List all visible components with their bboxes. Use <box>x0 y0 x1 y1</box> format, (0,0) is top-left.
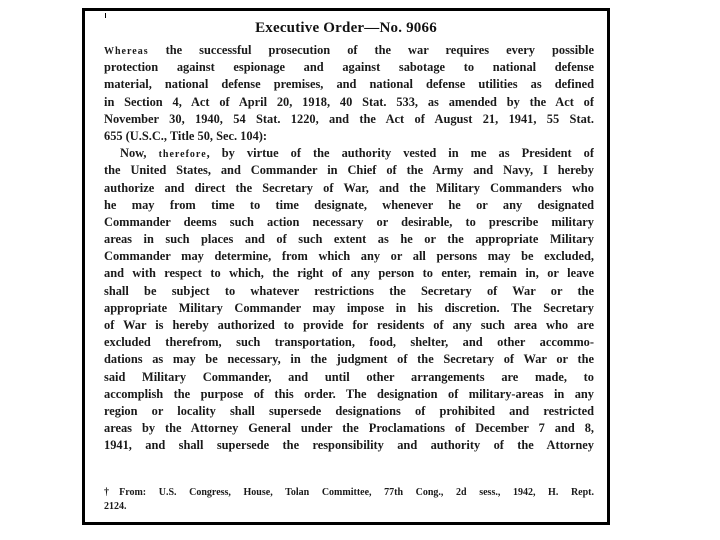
text-line: he may from time to time designate, whenever he or any designated <box>104 197 594 212</box>
text-line: 1941, and shall supersede the responsibility and authority of the Attorney <box>104 438 594 453</box>
text-line: of War is hereby authorized to provide for residents of any such area who are <box>104 318 594 332</box>
text-line: areas in such places and of such extent as he or the appropriate Military <box>104 232 594 247</box>
text-line: excluded therefrom, such transportation, food, shelter, and other accommo- <box>104 335 594 350</box>
text-line: the United States, and Commander in Chief of the Army and Navy, I hereby <box>104 163 594 178</box>
whereas-word: Whereas <box>104 46 149 57</box>
document-body <box>104 42 594 455</box>
text-line: Now, therefore, by virtue of the authority vested in me as President of <box>120 146 594 161</box>
text-line: dations as may be necessary, in the judgment of the Secretary of War or the <box>104 352 594 367</box>
text-line: and with respect to which, the right of any person to enter, remain in, or leave <box>104 266 594 281</box>
text-line: areas by the Attorney General under the Proclamations of December 7 and 8, <box>104 421 594 436</box>
text-line: region or locality shall supersede designations of prohibited and restricted <box>104 403 594 418</box>
text-line: 655 (U.S.C., Title 50, Sec. 104): <box>104 128 268 143</box>
footnote-line: †From: U.S. Congress, House, Tolan Committee, 77th Cong., 2d sess., 1942, H. Rept. <box>104 487 594 498</box>
text-line: Commander may determine, from which any or all persons may be excluded, <box>104 249 594 264</box>
text-line: Commander deems such action necessary or desirable, to prescribe military <box>104 214 594 229</box>
footnote-line: 2124. <box>104 501 127 512</box>
text-line: accomplish the purpose of this order. The designation of military-areas in any <box>104 386 594 401</box>
text-line: authorize and direct the Secretary of War, and the Military Commanders who <box>104 180 594 195</box>
footnote <box>104 486 594 514</box>
therefore-word: therefore <box>158 149 207 161</box>
text-line: shall be subject to whatever restrictions the Secretary of War or the <box>104 283 594 298</box>
text-line: November 30, 1940, 54 Stat. 1220, and the Act of August 21, 1941, 55 Stat. <box>104 111 594 126</box>
text-line: material, national defense premises, and national defense utilities as defined <box>104 77 594 92</box>
text-line: said Military Commander, and until other arrangements are made, to <box>104 369 594 384</box>
page-title: Executive Order—No. 9066 <box>255 20 437 36</box>
page-mark <box>105 13 106 18</box>
text-line: appropriate Military Commander may impose in his discretion. The Secretary <box>104 300 594 315</box>
text-line: Whereas the successful prosecution of the war requires every possible <box>104 43 594 57</box>
text-line: protection against espionage and against sabotage to national defense <box>104 60 594 75</box>
text-line: in Section 4, Act of April 20, 1918, 40 Stat. 533, as amended by the Act of <box>104 94 594 109</box>
document-page <box>82 8 610 525</box>
